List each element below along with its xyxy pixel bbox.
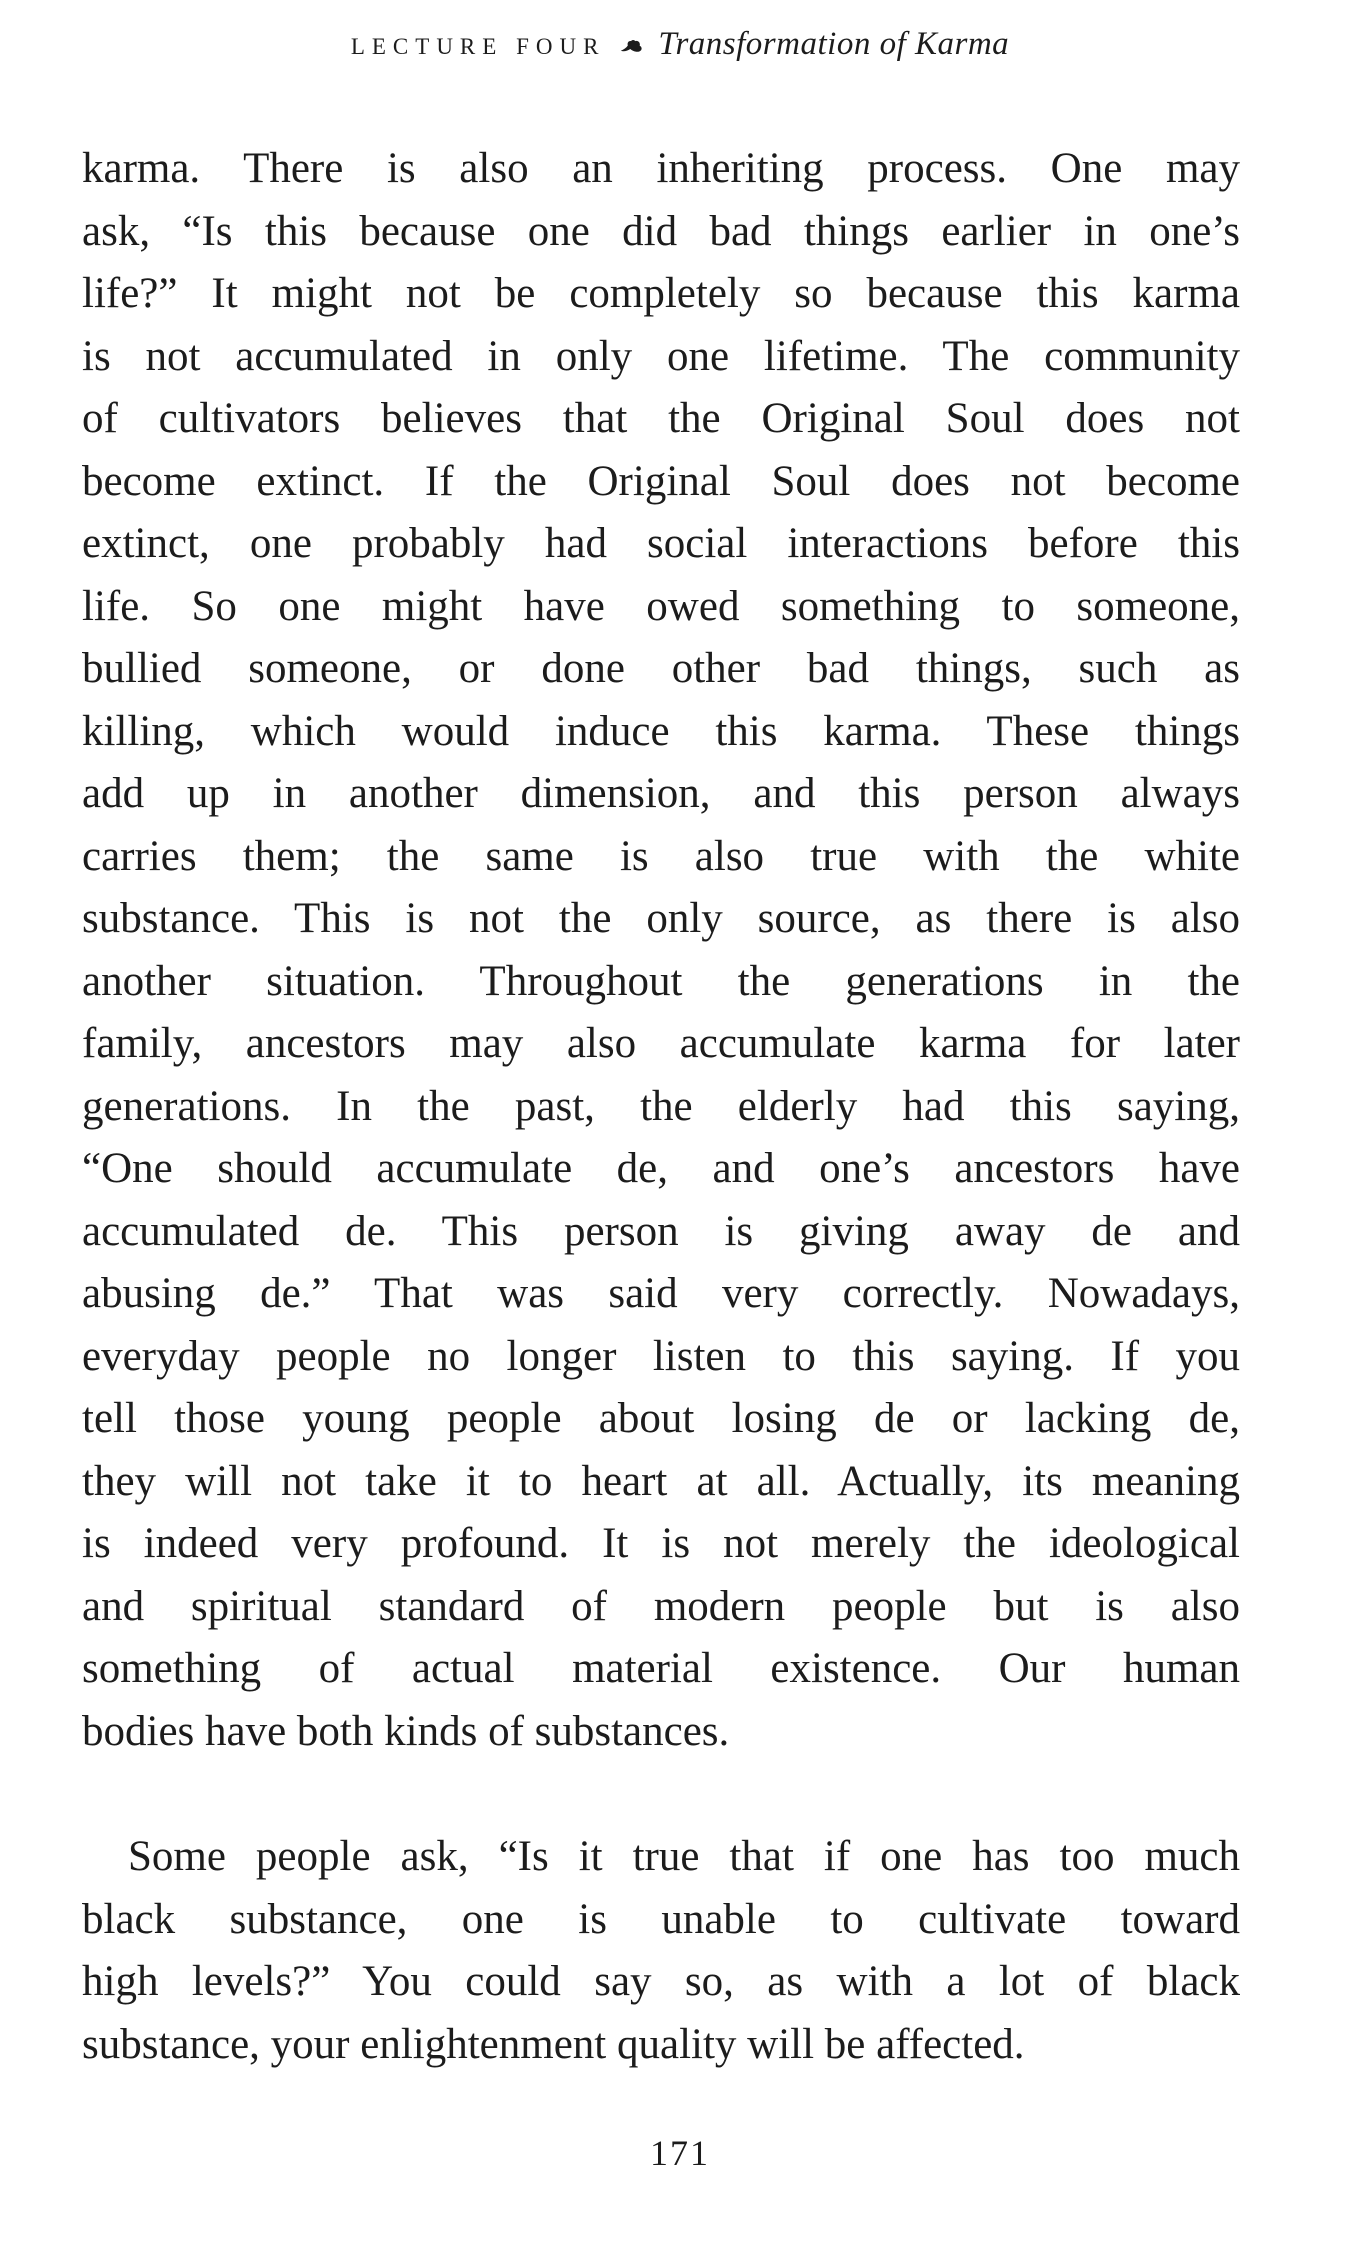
text-line: family, ancestors may also accumulate karma for later	[82, 1020, 1240, 1067]
text-line: killing, which would induce this karma. These things	[82, 707, 1240, 755]
hedera-leaf-ornament-icon	[620, 39, 643, 56]
paragraph	[82, 1826, 1240, 2076]
text-line: tell those young people about losing de or lacking de,	[82, 1395, 1240, 1442]
text-line: add up in another dimension, and this person always	[82, 770, 1240, 817]
text-line: life?” It might not be completely so because this karma	[82, 270, 1240, 317]
text-line: and spiritual standard of modern people but is also	[82, 1582, 1240, 1630]
text-line: become extinct. If the Original Soul does not become	[82, 457, 1240, 505]
text-line: substance. This is not the only source, as there is also	[82, 895, 1240, 942]
text-line: another situation. Throughout the generations in the	[82, 957, 1240, 1005]
text-line: bodies have both kinds of substances.	[82, 1707, 730, 1755]
body-text	[82, 138, 1240, 2076]
text-line: Some people ask, “Is it true that if one has too much	[128, 1833, 1240, 1880]
paragraph	[82, 138, 1240, 1763]
text-line: accumulated de. This person is giving away de and	[82, 1207, 1240, 1255]
text-line: is indeed very profound. It is not merely the ideological	[82, 1520, 1240, 1567]
text-line: bullied someone, or done other bad things, such as	[82, 645, 1240, 692]
lecture-label: LECTURE FOUR	[350, 34, 606, 59]
text-line: “One should accumulate de, and one’s ancestors have	[82, 1145, 1240, 1192]
text-line: high levels?” You could say so, as with a lot of black	[82, 1958, 1240, 2005]
page-number: 171	[650, 2133, 710, 2173]
text-line: abusing de.” That was said very correctly. Nowadays,	[82, 1270, 1240, 1317]
text-line: they will not take it to heart at all. Actually, its meaning	[82, 1457, 1240, 1505]
text-line: life. So one might have owed something to someone,	[82, 582, 1240, 630]
text-line: carries them; the same is also true with the white	[82, 832, 1240, 880]
text-line: of cultivators believes that the Original Soul does not	[82, 395, 1240, 442]
chapter-title: Transformation of Karma	[658, 26, 1010, 62]
text-line: something of actual material existence. Our human	[82, 1645, 1240, 1692]
text-line: black substance, one is unable to cultivate toward	[82, 1895, 1240, 1943]
text-line: everyday people no longer listen to this saying. If you	[82, 1332, 1240, 1380]
text-line: extinct, one probably had social interactions before this	[82, 520, 1240, 567]
text-line: is not accumulated in only one lifetime. The community	[82, 332, 1240, 380]
running-header	[0, 26, 1360, 63]
text-line: substance, your enlightenment quality will be affected.	[82, 2020, 1025, 2068]
text-line: generations. In the past, the elderly had this saying,	[82, 1082, 1240, 1130]
text-line: ask, “Is this because one did bad things earlier in one’s	[82, 207, 1240, 255]
text-line: karma. There is also an inheriting process. One may	[82, 145, 1240, 192]
